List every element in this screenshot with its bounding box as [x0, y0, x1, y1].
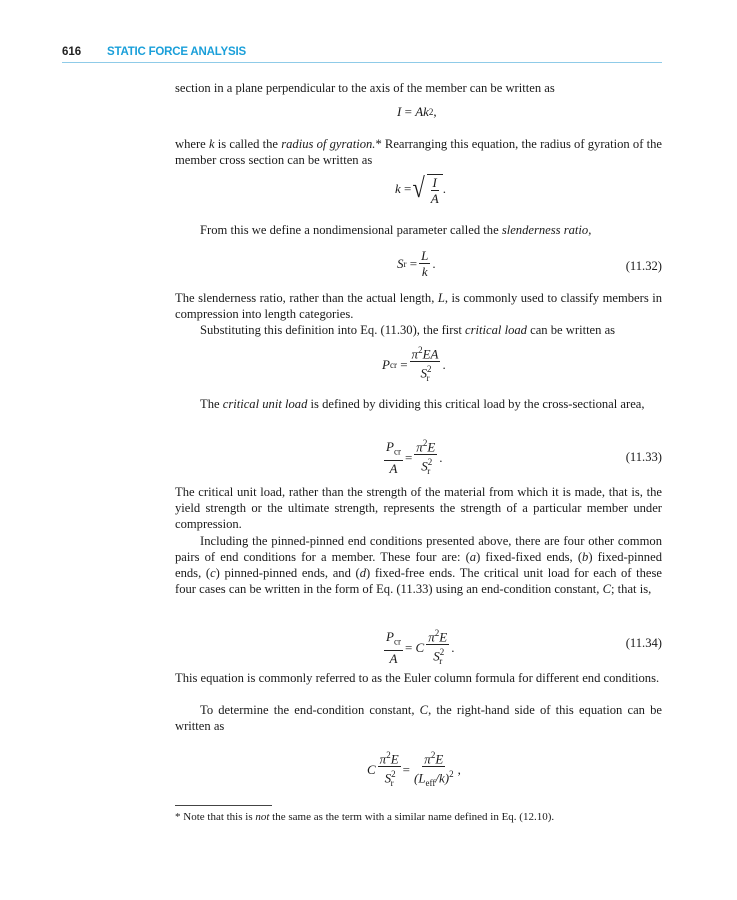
- math-symbol: 2: [386, 750, 391, 760]
- text-run: * Note that this is: [175, 811, 256, 823]
- text-run: From this we define a nondimensional parameter called the: [200, 223, 502, 237]
- math-symbol: cr: [393, 636, 401, 647]
- text-run: Including the pinned-pinned end conditions presented above, there are four other common pairs of end conditions for a member. These four are: (: [175, 534, 662, 564]
- footnote-rule: [175, 805, 272, 806]
- math-symbol: Ak: [415, 104, 429, 119]
- math-symbol: S: [433, 648, 440, 664]
- italic-text: radius of gyration.: [281, 137, 376, 151]
- math-group: [397, 248, 436, 279]
- paragraph: [175, 396, 662, 412]
- math-symbol: =: [404, 449, 413, 465]
- math-symbol: 2: [430, 750, 436, 760]
- math-symbol: E: [427, 439, 436, 455]
- math-symbol: =: [404, 104, 412, 119]
- math-symbol: (L: [413, 770, 426, 786]
- math-group: [383, 767, 396, 791]
- math-symbol: 2: [449, 769, 454, 780]
- text-run: ) pinned-pinned ends, and (: [215, 566, 360, 580]
- math-symbol: ,: [457, 761, 461, 777]
- math-group: [384, 629, 403, 666]
- footnote: [175, 811, 554, 823]
- math-group: [410, 343, 441, 362]
- math-group: [431, 645, 444, 669]
- math-symbol: eff: [425, 778, 436, 789]
- math-symbol: π: [379, 751, 387, 767]
- math-group: [378, 748, 401, 791]
- math-symbol: S: [384, 770, 392, 786]
- math-group: [384, 629, 403, 651]
- math-group: [426, 626, 449, 645]
- math-symbol: .: [442, 356, 446, 372]
- math-symbol: π: [428, 629, 435, 645]
- math-symbol: E: [435, 751, 444, 767]
- math-symbol: C: [367, 761, 376, 777]
- text-run: is defined by dividing this critical load by the cross-sectional area,: [307, 397, 645, 411]
- math-symbol: A: [389, 460, 398, 476]
- equation-number: (11.34): [625, 636, 662, 650]
- math-group: [384, 439, 403, 476]
- paragraph: [175, 484, 662, 532]
- italic-text: slenderness ratio,: [501, 223, 592, 237]
- math-symbol: 2: [428, 107, 434, 117]
- math-symbol: 2: [418, 345, 423, 355]
- text-run: ) fixed-pinned ends, (: [175, 550, 662, 580]
- text-run: is called the: [214, 137, 282, 151]
- text-run: can be written as: [526, 323, 616, 337]
- math-symbol: .: [432, 255, 436, 271]
- italic-text: c: [210, 566, 216, 580]
- math-symbol: =: [400, 356, 408, 372]
- italic-text: d: [359, 566, 366, 580]
- math-group: [412, 748, 456, 791]
- math-symbol: r: [439, 656, 443, 667]
- math-symbol: π: [416, 439, 423, 455]
- paragraph: [175, 702, 662, 734]
- math-group: [419, 362, 432, 386]
- text-run: section in a plane perpendicular to the axis of the member can be written as: [175, 81, 555, 95]
- math-symbol: =: [402, 761, 410, 777]
- running-header: [62, 46, 246, 58]
- math-group: [410, 343, 441, 386]
- math-symbol: 2: [422, 438, 428, 448]
- math-symbol: S: [397, 255, 404, 271]
- math-symbol: =: [404, 639, 413, 655]
- math-symbol: =: [404, 181, 412, 196]
- math-symbol: E: [390, 751, 399, 767]
- math-group: [384, 439, 403, 461]
- math-group: [422, 748, 445, 767]
- paragraph: [175, 533, 662, 597]
- math-group: [419, 248, 430, 279]
- paragraph: [175, 222, 662, 238]
- text-run: where: [175, 137, 209, 151]
- math-symbol: A: [389, 650, 398, 666]
- equation-number: (11.33): [625, 450, 662, 464]
- text-run: This equation is commonly referred to as the Euler column formula for different end conditions.: [175, 671, 660, 685]
- math-symbol: cr: [393, 446, 401, 457]
- paragraph: [175, 670, 662, 686]
- text-run: ) fixed-free ends. The critical unit load for each of these four cases can be written in the form of Eq. (11.33) using an end-condition constant,: [175, 566, 662, 596]
- paragraph: [175, 322, 662, 338]
- math-symbol: P: [382, 356, 390, 372]
- math-symbol: π: [411, 346, 419, 362]
- paragraph: [175, 290, 662, 322]
- math-symbol: I: [432, 175, 437, 190]
- math-group: [411, 172, 442, 206]
- text-run: , is commonly used to classify members in compression into length categories.: [175, 291, 663, 321]
- math-symbol: C: [415, 639, 425, 655]
- math-symbol: A: [430, 191, 439, 206]
- math-symbol: 2: [427, 364, 432, 375]
- math-symbol: 2: [439, 647, 445, 658]
- math-group: [397, 104, 437, 120]
- math-symbol: EA: [422, 346, 439, 362]
- math-symbol: r: [390, 778, 394, 789]
- math-symbol: P: [386, 629, 394, 645]
- italic-text: L: [437, 291, 445, 305]
- text-run: the same as the term with a similar name defined in Eq. (12.10).: [269, 811, 555, 823]
- paragraph: [175, 136, 662, 168]
- math-group: [382, 626, 454, 669]
- math-group: [367, 748, 461, 791]
- text-run: Substituting this definition into Eq. (11.30), the first: [200, 323, 466, 337]
- math-symbol: .: [451, 639, 455, 655]
- text-run: * Rearranging this equation, the radius of gyration of the member cross section can be written as: [175, 137, 662, 167]
- math-group: [414, 436, 437, 455]
- math-symbol: r: [426, 373, 430, 384]
- text-run: , the right-hand side of this equation can be written as: [175, 703, 662, 733]
- italic-text: k: [208, 137, 215, 151]
- math-symbol: 2: [427, 457, 433, 468]
- math-group: [427, 174, 443, 206]
- math-symbol: S: [421, 458, 428, 474]
- text-run: The critical unit load, rather than the strength of the material from which it is made, that is, the yield strength or the ultimate strength, represents the strength of a particular member under compression.: [175, 485, 662, 531]
- italic-text: not: [255, 811, 270, 823]
- math-symbol: E: [439, 629, 448, 645]
- text-run: The slenderness ratio, rather than the actual length,: [175, 291, 438, 305]
- running-title: STATIC FORCE ANALYSIS: [107, 46, 246, 58]
- math-symbol: S: [420, 365, 427, 381]
- math-symbol: P: [386, 439, 394, 455]
- math-symbol: .: [442, 181, 446, 196]
- math-symbol: cr: [389, 359, 397, 370]
- math-symbol: I: [397, 104, 402, 119]
- math-symbol: 2: [434, 628, 440, 638]
- math-group: [412, 767, 456, 791]
- italic-text: critical load: [465, 323, 527, 337]
- math-group: [426, 626, 449, 669]
- header-rule: [62, 62, 662, 63]
- math-group: [419, 455, 432, 479]
- math-symbol: ,: [433, 104, 437, 119]
- math-group: [378, 748, 401, 767]
- math-symbol: k: [395, 181, 401, 196]
- math-symbol: =: [409, 255, 418, 271]
- math-symbol: k: [421, 264, 428, 279]
- equation-number: (11.32): [625, 259, 662, 273]
- page-number: 616: [62, 46, 82, 58]
- math-symbol: r: [403, 258, 407, 269]
- math-symbol: .: [439, 449, 443, 465]
- math-group: [382, 436, 443, 479]
- math-group: [429, 175, 441, 206]
- math-symbol: r: [427, 466, 431, 477]
- italic-text: C: [419, 703, 429, 717]
- math-symbol: 2: [391, 769, 396, 780]
- text-run: The: [200, 397, 223, 411]
- text-run: To determine the end-condition constant,: [200, 703, 420, 717]
- math-group: [414, 436, 437, 479]
- italic-text: C: [602, 582, 612, 596]
- paragraph: [175, 80, 662, 96]
- italic-text: a: [469, 550, 477, 564]
- italic-text: critical unit load: [222, 397, 308, 411]
- math-symbol: π: [424, 751, 431, 767]
- italic-text: b: [582, 550, 589, 564]
- math-group: √: [412, 173, 426, 204]
- math-symbol: L: [421, 248, 429, 263]
- math-symbol: /k): [435, 770, 450, 786]
- math-group: [395, 172, 446, 206]
- math-group: [382, 343, 446, 386]
- text-run: ) fixed-fixed ends, (: [476, 550, 583, 564]
- text-run: ; that is,: [611, 582, 652, 596]
